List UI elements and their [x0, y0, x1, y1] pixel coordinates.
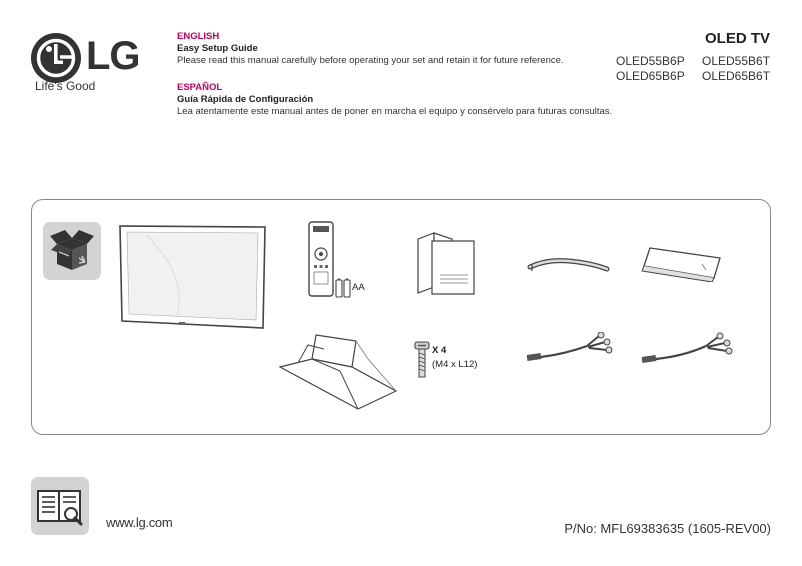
model-number: OLED55B6T [702, 54, 771, 68]
model-number: OLED65B6T [702, 69, 771, 83]
spanish-section [177, 82, 612, 118]
brand-tagline: Life's Good [35, 79, 96, 93]
model-number: OLED65B6P [616, 69, 685, 83]
language-name: ENGLISH [177, 31, 220, 42]
brand-wordmark: LG [86, 34, 140, 78]
guide-instruction: Please read this manual carefully before operating your set and retain it for future reference. [177, 55, 564, 66]
guide-instruction: Lea atentamente este manual antes de poner en marcha el equipo y consérvelo para futuras consultas. [177, 106, 613, 117]
manuals [416, 231, 478, 297]
manual-search-icon [31, 477, 89, 535]
cable-holder [527, 255, 611, 277]
screw-count: X 4 [432, 345, 447, 356]
stand [278, 329, 398, 411]
screw-spec: (M4 x L12) [432, 359, 478, 370]
model-number: OLED55B6P [616, 54, 685, 68]
model-list [616, 54, 776, 83]
batteries [335, 278, 351, 298]
open-box-icon [43, 222, 101, 280]
battery-label: AA [352, 282, 365, 293]
lg-logo [30, 32, 160, 96]
remote-control [308, 221, 334, 297]
part-number: P/No: MFL69383635 (1605-REV00) [564, 521, 771, 536]
english-section [177, 31, 564, 67]
package-contents-box [31, 199, 771, 435]
product-type: OLED TV [704, 30, 770, 47]
lg-face-icon [30, 32, 82, 84]
oled-tv-panel [117, 224, 267, 332]
guide-title: Easy Setup Guide [177, 43, 258, 54]
language-name: ESPAÑOL [177, 82, 223, 93]
screw [413, 341, 431, 379]
guide-title: Guía Rápida de Configuración [177, 94, 314, 105]
back-cover [640, 244, 724, 282]
component-cable [640, 332, 736, 370]
website-link[interactable]: www.lg.com [106, 515, 173, 530]
av-cable [525, 332, 615, 368]
